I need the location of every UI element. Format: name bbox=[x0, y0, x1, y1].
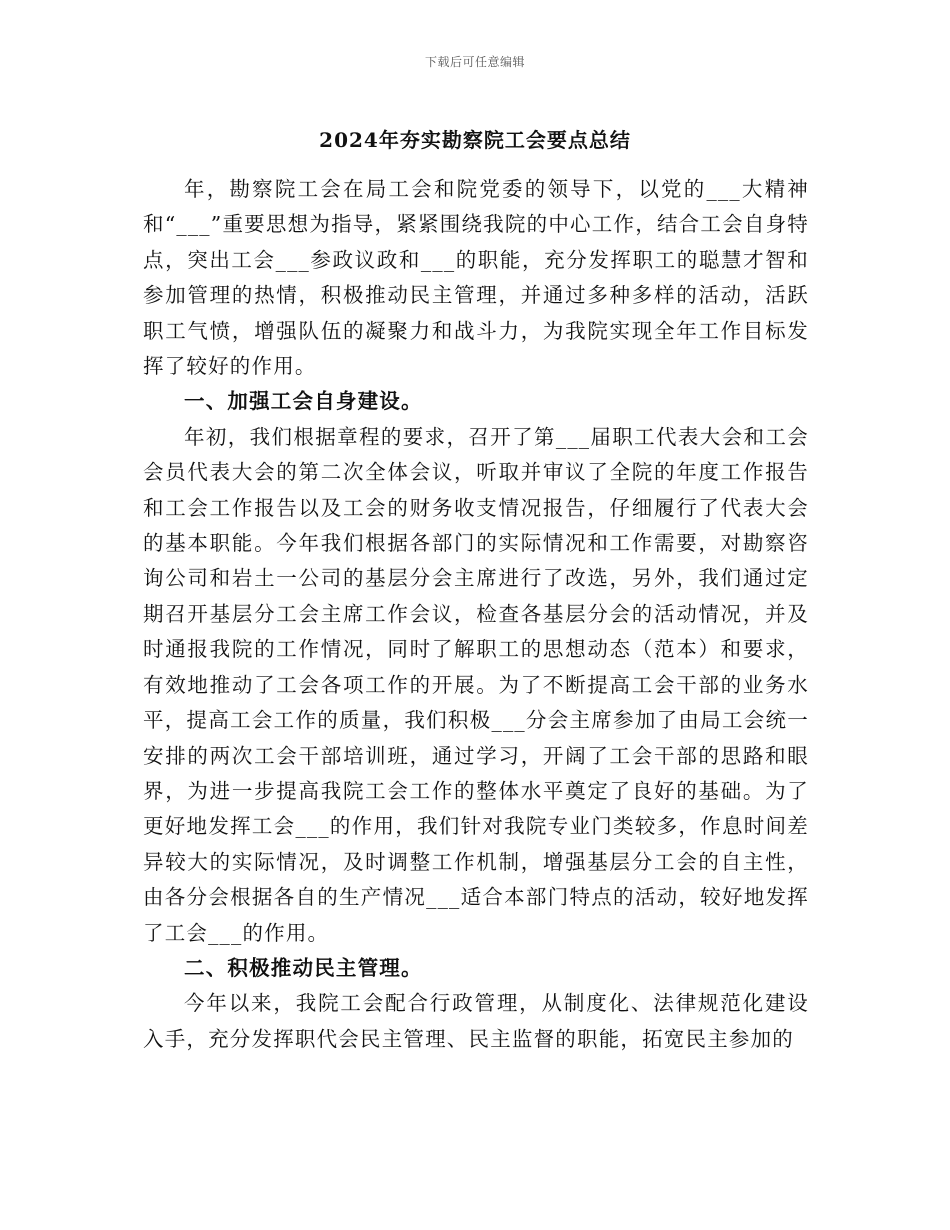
section-2-paragraph: 今年以来，我院工会配合行政管理，从制度化、法律规范化建设入手，充分发挥职代会民主管理、民主监督的职能，拓宽民主参加的 bbox=[143, 991, 809, 1051]
document-body bbox=[143, 172, 809, 1057]
section-1-heading: 一、加强工会自身建设。 bbox=[184, 389, 423, 414]
intro-paragraph: 年，勘察院工会在局工会和院党委的领导下，以党的___大精神和“___”重要思想为指导，紧紧围绕我院的中心工作，结合工会自身特点，突出工会___参政议政和___的职能，充分发挥职工的聪慧才智和参加管理的热情，积极推动民主管理，并通过多种多样的活动，活跃职工气愤，增强队伍的凝聚力和战斗力，为我院实现全年工作目标发挥了较好的作用。 bbox=[143, 177, 809, 379]
document-title: 2024年夯实勘察院工会要点总结 bbox=[319, 128, 631, 152]
header-note: 下载后可任意编辑 bbox=[424, 55, 525, 69]
section-1-paragraph: 年初，我们根据章程的要求，召开了第___届职工代表大会和工会会员代表大会的第二次全体会议，听取并审议了全院的年度工作报告和工会工作报告以及工会的财务收支情况报告，仔细履行了代表大会的基本职能。今年我们根据各部门的实际情况和工作需要，对勘察咨询公司和岩土一公司的基层分会主席进行了改选，另外，我们通过定期召开基层分工会主席工作会议，检查各基层分会的活动情况，并及时通报我院的工作情况，同时了解职工的思想动态（范本）和要求，有效地推动了工会各项工作的开展。为了不断提高工会干部的业务水平，提高工会工作的质量，我们积极___分会主席参加了由局工会统一安排的两次工会干部培训班，通过学习，开阔了工会干部的思路和眼界，为进一步提高我院工会工作的整体水平奠定了良好的基础。为了更好地发挥工会___的作用，我们针对我院专业门类较多，作息时间差异较大的实际情况，及时调整工作机制，增强基层分工会的自主性，由各分会根据各自的生产情况___适合本部门特点的活动，较好地发挥了工会___的作用。 bbox=[143, 424, 809, 945]
section-2-heading: 二、积极推动民主管理。 bbox=[184, 955, 423, 980]
